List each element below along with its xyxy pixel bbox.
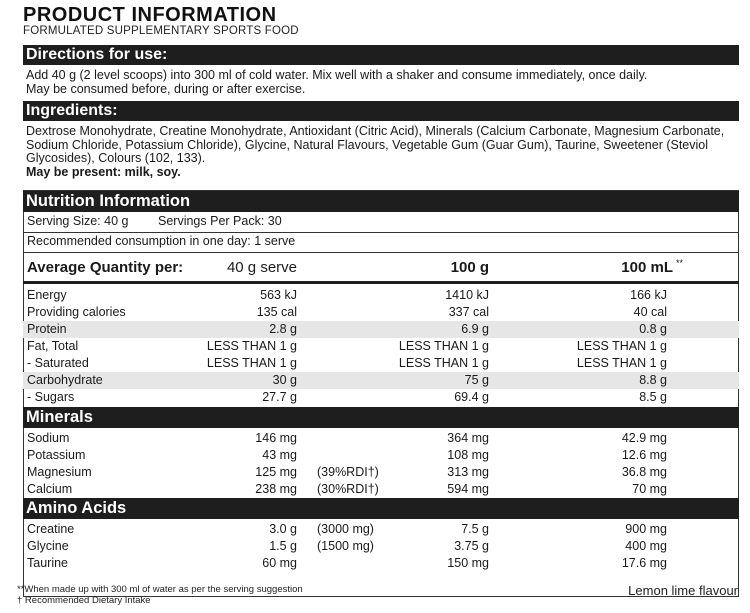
row-label: Energy bbox=[27, 288, 67, 302]
row-rdi-note: (1500 mg) bbox=[317, 539, 374, 553]
row-100g-value: 3.75 g bbox=[454, 539, 489, 553]
column-100ml-mark: ** bbox=[675, 258, 683, 268]
row-serve-value: 27.7 g bbox=[262, 390, 297, 404]
row-100ml-value: 12.6 mg bbox=[621, 448, 667, 462]
row-100g-value: LESS THAN 1 g bbox=[398, 356, 489, 370]
row-100g-value: 6.9 g bbox=[461, 322, 489, 336]
ingredients-line-1: Dextrose Monohydrate, Creatine Monohydrate, Antioxidant (Citric Acid), Minerals (Calcium Carbonate, Magnesium Carbonate, bbox=[26, 124, 725, 138]
amino-heading: Amino Acids bbox=[23, 498, 739, 519]
ingredients-heading: Ingredients: bbox=[23, 101, 739, 121]
column-100ml-header bbox=[621, 257, 673, 279]
directions-heading: Directions for use: bbox=[23, 45, 739, 65]
footnote-100ml: **When made up with 300 ml of water as per the serving suggestion bbox=[17, 584, 303, 595]
amino-row bbox=[23, 555, 739, 572]
row-serve-value: 146 mg bbox=[255, 431, 297, 445]
row-serve-value: 238 mg bbox=[255, 482, 297, 496]
nutrient-row bbox=[23, 355, 739, 372]
row-100ml-value: LESS THAN 1 g bbox=[576, 356, 667, 370]
row-100g-value: 75 g bbox=[464, 373, 489, 387]
row-100ml-value: 8.5 g bbox=[639, 390, 667, 404]
row-label: Creatine bbox=[27, 522, 75, 536]
column-header-row bbox=[23, 257, 739, 279]
servings-per-pack: Servings Per Pack: 30 bbox=[158, 214, 282, 228]
mineral-row bbox=[23, 481, 739, 498]
row-label: Carbohydrate bbox=[27, 373, 103, 387]
row-100ml-value: 400 mg bbox=[625, 539, 667, 553]
row-100ml-value: 70 mg bbox=[632, 482, 667, 496]
row-serve-value: 3.0 g bbox=[269, 522, 297, 536]
row-100ml-value: 8.8 g bbox=[639, 373, 667, 387]
row-100ml-value: 17.6 mg bbox=[621, 556, 667, 570]
thick-divider bbox=[23, 281, 739, 284]
ingredients-line-3: Glycosides), Colours (102, 133). bbox=[26, 151, 206, 165]
row-100ml-value: 166 kJ bbox=[630, 288, 667, 302]
nutrient-row bbox=[23, 338, 739, 355]
row-label: Protein bbox=[27, 322, 67, 336]
row-100g-value: 7.5 g bbox=[461, 522, 489, 536]
row-label: Magnesium bbox=[27, 465, 92, 479]
directions-line-1: Add 40 g (2 level scoops) into 300 ml of cold water. Mix well with a shaker and consume immediately, once daily. bbox=[26, 68, 648, 82]
row-serve-value: 60 mg bbox=[262, 556, 297, 570]
row-serve-value: LESS THAN 1 g bbox=[206, 339, 297, 353]
row-label: - Sugars bbox=[27, 390, 75, 404]
row-100g-value: 69.4 g bbox=[454, 390, 489, 404]
ingredients-text bbox=[23, 125, 739, 179]
row-label: Taurine bbox=[27, 556, 68, 570]
mineral-row bbox=[23, 464, 739, 481]
allergen-statement: May be present: milk, soy. bbox=[26, 164, 181, 179]
directions-line-2: May be consumed before, during or after exercise. bbox=[26, 81, 306, 96]
row-100ml-value: 900 mg bbox=[625, 522, 667, 536]
serving-size: Serving Size: 40 g bbox=[27, 214, 129, 228]
row-100g-value: 108 mg bbox=[447, 448, 489, 462]
row-100g-value: LESS THAN 1 g bbox=[398, 339, 489, 353]
row-100g-value: 594 mg bbox=[447, 482, 489, 496]
row-serve-value: 563 kJ bbox=[260, 288, 297, 302]
row-label: - Saturated bbox=[27, 356, 89, 370]
page-subtitle: FORMULATED SUPPLEMENTARY SPORTS FOOD bbox=[23, 25, 299, 37]
nutrient-row bbox=[23, 321, 739, 338]
row-serve-value: 30 g bbox=[272, 373, 297, 387]
row-label: Sodium bbox=[27, 431, 70, 445]
nutrient-row bbox=[23, 304, 739, 321]
flavour-label: Lemon lime flavour bbox=[628, 583, 738, 598]
row-label: Providing calories bbox=[27, 305, 126, 319]
row-label: Fat, Total bbox=[27, 339, 79, 353]
column-label-header: Average Quantity per: bbox=[27, 259, 184, 276]
amino-row bbox=[23, 538, 739, 555]
row-serve-value: 1.5 g bbox=[269, 539, 297, 553]
row-rdi-note: (30%RDI†) bbox=[317, 482, 379, 496]
column-100g-header: 100 g bbox=[450, 259, 489, 276]
mineral-row bbox=[23, 447, 739, 464]
nutrient-row bbox=[23, 389, 739, 406]
recommended-row bbox=[23, 233, 739, 250]
row-100ml-value: 36.8 mg bbox=[621, 465, 667, 479]
directions-text bbox=[23, 69, 739, 96]
row-serve-value: LESS THAN 1 g bbox=[206, 356, 297, 370]
row-100g-value: 1410 kJ bbox=[445, 288, 489, 302]
row-serve-value: 2.8 g bbox=[269, 322, 297, 336]
row-serve-value: 135 cal bbox=[256, 305, 297, 319]
row-100ml-value: LESS THAN 1 g bbox=[576, 339, 667, 353]
page-title: PRODUCT INFORMATION bbox=[23, 4, 277, 26]
footnote-rdi: † Recommended Dietary Intake bbox=[17, 595, 151, 606]
divider bbox=[23, 252, 739, 253]
row-100g-value: 313 mg bbox=[447, 465, 489, 479]
minerals-heading: Minerals bbox=[23, 407, 739, 428]
row-label: Calcium bbox=[27, 482, 73, 496]
row-100g-value: 364 mg bbox=[447, 431, 489, 445]
row-label: Glycine bbox=[27, 539, 69, 553]
row-serve-value: 43 mg bbox=[262, 448, 297, 462]
nutrient-row bbox=[23, 287, 739, 304]
row-rdi-note: (3000 mg) bbox=[317, 522, 374, 536]
row-100ml-value: 42.9 mg bbox=[621, 431, 667, 445]
row-100g-value: 337 cal bbox=[448, 305, 489, 319]
row-serve-value: 125 mg bbox=[255, 465, 297, 479]
mineral-row bbox=[23, 430, 739, 447]
ingredients-line-2: Sodium Chloride, Potassium Chloride), Glycine, Natural Flavours, Vegetable Gum (Guar Gum), Taurine, Sweetener (Steviol bbox=[26, 137, 709, 152]
row-100g-value: 150 mg bbox=[447, 556, 489, 570]
row-100ml-value: 0.8 g bbox=[639, 322, 667, 336]
column-serve-header: 40 g serve bbox=[226, 259, 297, 276]
nutrition-heading: Nutrition Information bbox=[23, 191, 739, 212]
nutrient-row bbox=[23, 372, 739, 389]
row-label: Potassium bbox=[27, 448, 86, 462]
amino-row bbox=[23, 521, 739, 538]
column-100ml-label: 100 mL bbox=[621, 259, 673, 276]
row-100ml-value: 40 cal bbox=[633, 305, 667, 319]
serving-info-row bbox=[23, 213, 739, 230]
recommended-consumption: Recommended consumption in one day: 1 serve bbox=[27, 234, 296, 248]
row-rdi-note: (39%RDI†) bbox=[317, 465, 379, 479]
